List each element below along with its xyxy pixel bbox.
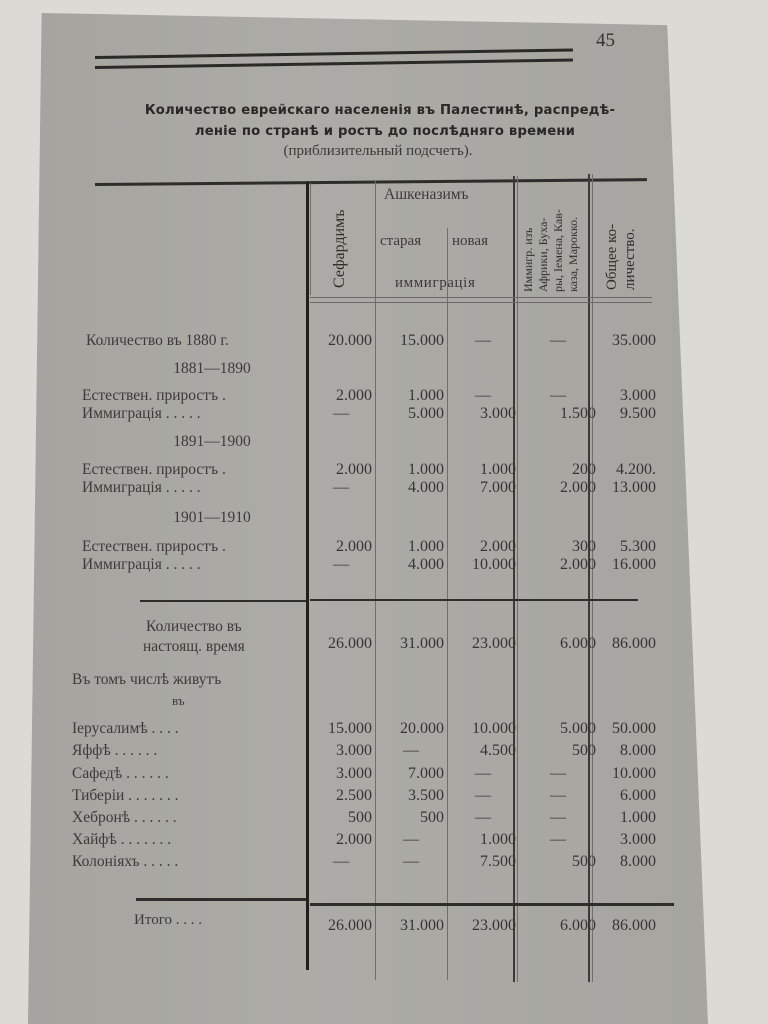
header-africa-line-3: ры, Іемена, Кав- (551, 209, 565, 292)
row-value: 1.000 (408, 387, 444, 404)
city-value: 500 (572, 853, 596, 870)
city-value: — (403, 831, 419, 848)
header-bottom-rule-2 (310, 302, 652, 303)
row-value: 2.000 (336, 461, 372, 478)
city-value: 50.000 (612, 720, 656, 737)
city-value: 3.000 (620, 831, 656, 848)
city-value: 1.000 (480, 831, 516, 848)
total-value: 6.000 (560, 917, 596, 934)
current-value: 31.000 (400, 635, 444, 652)
period-heading: 1891—1900 (173, 433, 251, 450)
row-label: Иммиграція . . . . . (82, 479, 201, 496)
row-label: Иммиграція . . . . . (82, 556, 201, 573)
col-divider-2 (447, 228, 448, 980)
row-value: 2.000 (560, 556, 596, 573)
row-value: 13.000 (612, 479, 656, 496)
row-value: 1.000 (408, 461, 444, 478)
row-label: Естествен. приростъ . (82, 461, 226, 478)
row-value: 2.000 (336, 538, 372, 555)
row-value: 20.000 (328, 332, 372, 349)
col-divider-1 (375, 180, 376, 980)
page-number: 45 (596, 30, 615, 51)
row-label: Естествен. приростъ . (82, 387, 226, 404)
header-old: старая (380, 233, 422, 249)
row-value: 3.000 (480, 405, 516, 422)
city-label: Сафедѣ . . . . . . (72, 765, 169, 782)
row-value: 5.300 (620, 538, 656, 555)
city-value: 3.000 (336, 765, 372, 782)
city-value: 10.000 (612, 765, 656, 782)
header-total-line-1: Общее ко- (604, 223, 620, 290)
row-value: 10.000 (472, 556, 516, 573)
city-value: 3.000 (336, 742, 372, 759)
row-value: 7.000 (480, 479, 516, 496)
current-value: 26.000 (328, 635, 372, 652)
city-value: 500 (420, 809, 444, 826)
city-label: Іерусалимѣ . . . . (72, 720, 179, 737)
row-value: 35.000 (612, 332, 656, 349)
row-value: 2.000 (560, 479, 596, 496)
row-label: Количество въ 1880 г. (86, 332, 229, 349)
row-value: — (475, 332, 491, 349)
current-top-rule (140, 600, 306, 602)
table-title-line-2: леніе по странѣ и ростъ до послѣдняго времени (194, 124, 576, 139)
sephardim-header-divider (310, 183, 311, 295)
header-africa-line-1: Иммигр. изъ (521, 227, 535, 292)
row-value: 1.000 (480, 461, 516, 478)
city-value: 8.000 (620, 742, 656, 759)
stub-divider (306, 182, 309, 970)
row-value: — (550, 332, 566, 349)
row-value: 16.000 (612, 556, 656, 573)
city-value: 20.000 (400, 720, 444, 737)
table-subtitle: (приблизительный подсчетъ). (283, 143, 473, 159)
city-value: 500 (572, 742, 596, 759)
city-value: — (475, 809, 491, 826)
row-label: Иммиграція . . . . . (82, 405, 201, 422)
header-sephardim: Сефардимъ (331, 209, 348, 288)
city-value: — (403, 742, 419, 759)
city-label: Яффѣ . . . . . . (72, 742, 158, 759)
city-value: 3.500 (408, 787, 444, 804)
city-label: Колоніяхъ . . . . . (72, 853, 179, 870)
period-heading: 1901—1910 (173, 509, 251, 526)
city-label: Хайфѣ . . . . . . . (72, 831, 172, 848)
row-value: 4.200. (616, 461, 656, 478)
city-value: — (333, 853, 349, 870)
period-heading: 1881—1890 (173, 360, 251, 377)
row-value: 300 (572, 538, 596, 555)
total-label: Итого . . . . (134, 912, 202, 928)
row-value: — (333, 479, 349, 496)
city-value: 15.000 (328, 720, 372, 737)
living-in-line-1: Въ томъ числѣ живутъ (72, 671, 222, 688)
total-value: 23.000 (472, 917, 516, 934)
city-value: — (550, 831, 566, 848)
city-value: 6.000 (620, 787, 656, 804)
row-value: — (550, 387, 566, 404)
total-value: 31.000 (400, 917, 444, 934)
row-value: 200 (572, 461, 596, 478)
row-value: 4.000 (408, 556, 444, 573)
city-value: — (403, 853, 419, 870)
city-value: 4.500 (480, 742, 516, 759)
header-immigration: иммиграція (395, 275, 476, 291)
city-value: — (550, 765, 566, 782)
current-value: 86.000 (612, 635, 656, 652)
city-value: — (550, 787, 566, 804)
row-label: Естествен. приростъ . (82, 538, 226, 555)
header-bottom-rule-1 (310, 297, 652, 298)
city-label: Хебронѣ . . . . . . (72, 809, 177, 826)
total-value: 86.000 (612, 917, 656, 934)
city-value: 1.000 (620, 809, 656, 826)
city-value: 10.000 (472, 720, 516, 737)
city-value: 2.500 (336, 787, 372, 804)
row-value: 2.000 (336, 387, 372, 404)
header-africa-line-2: Африки, Буха- (536, 217, 550, 292)
header-new: новая (452, 233, 488, 249)
row-value: 5.000 (408, 405, 444, 422)
row-value: 9.500 (620, 405, 656, 422)
city-value: — (475, 787, 491, 804)
total-value: 26.000 (328, 917, 372, 934)
city-label: Тиберіи . . . . . . . (72, 787, 179, 804)
row-value: 1.500 (560, 405, 596, 422)
row-value: 15.000 (400, 332, 444, 349)
current-label-line-2: настоящ. время (143, 638, 245, 655)
city-value: 5.000 (560, 720, 596, 737)
city-value: — (475, 765, 491, 782)
current-value: 6.000 (560, 635, 596, 652)
city-value: 8.000 (620, 853, 656, 870)
city-value: 2.000 (336, 831, 372, 848)
city-value: 7.500 (480, 853, 516, 870)
row-value: — (333, 405, 349, 422)
living-in-line-2: въ (172, 693, 185, 708)
row-value: — (333, 556, 349, 573)
current-value: 23.000 (472, 635, 516, 652)
row-value: 2.000 (480, 538, 516, 555)
header-africa-line-4: каза, Марокко. (566, 216, 580, 292)
row-value: 3.000 (620, 387, 656, 404)
city-value: 500 (348, 809, 372, 826)
header-total-line-2: личество. (622, 228, 638, 290)
header-ashkenazim: Ашкеназимъ (384, 186, 469, 203)
city-value: 7.000 (408, 765, 444, 782)
total-top-rule-cols (310, 903, 674, 906)
row-value: 1.000 (408, 538, 444, 555)
table-title-line-1: Количество еврейскаго населенія въ Палестинѣ, распредѣ- (144, 103, 616, 118)
row-value: 4.000 (408, 479, 444, 496)
current-top-rule-cols (310, 599, 638, 601)
row-value: — (475, 387, 491, 404)
city-value: — (550, 809, 566, 826)
total-top-rule (136, 898, 306, 901)
current-label-line-1: Количество въ (146, 618, 242, 635)
